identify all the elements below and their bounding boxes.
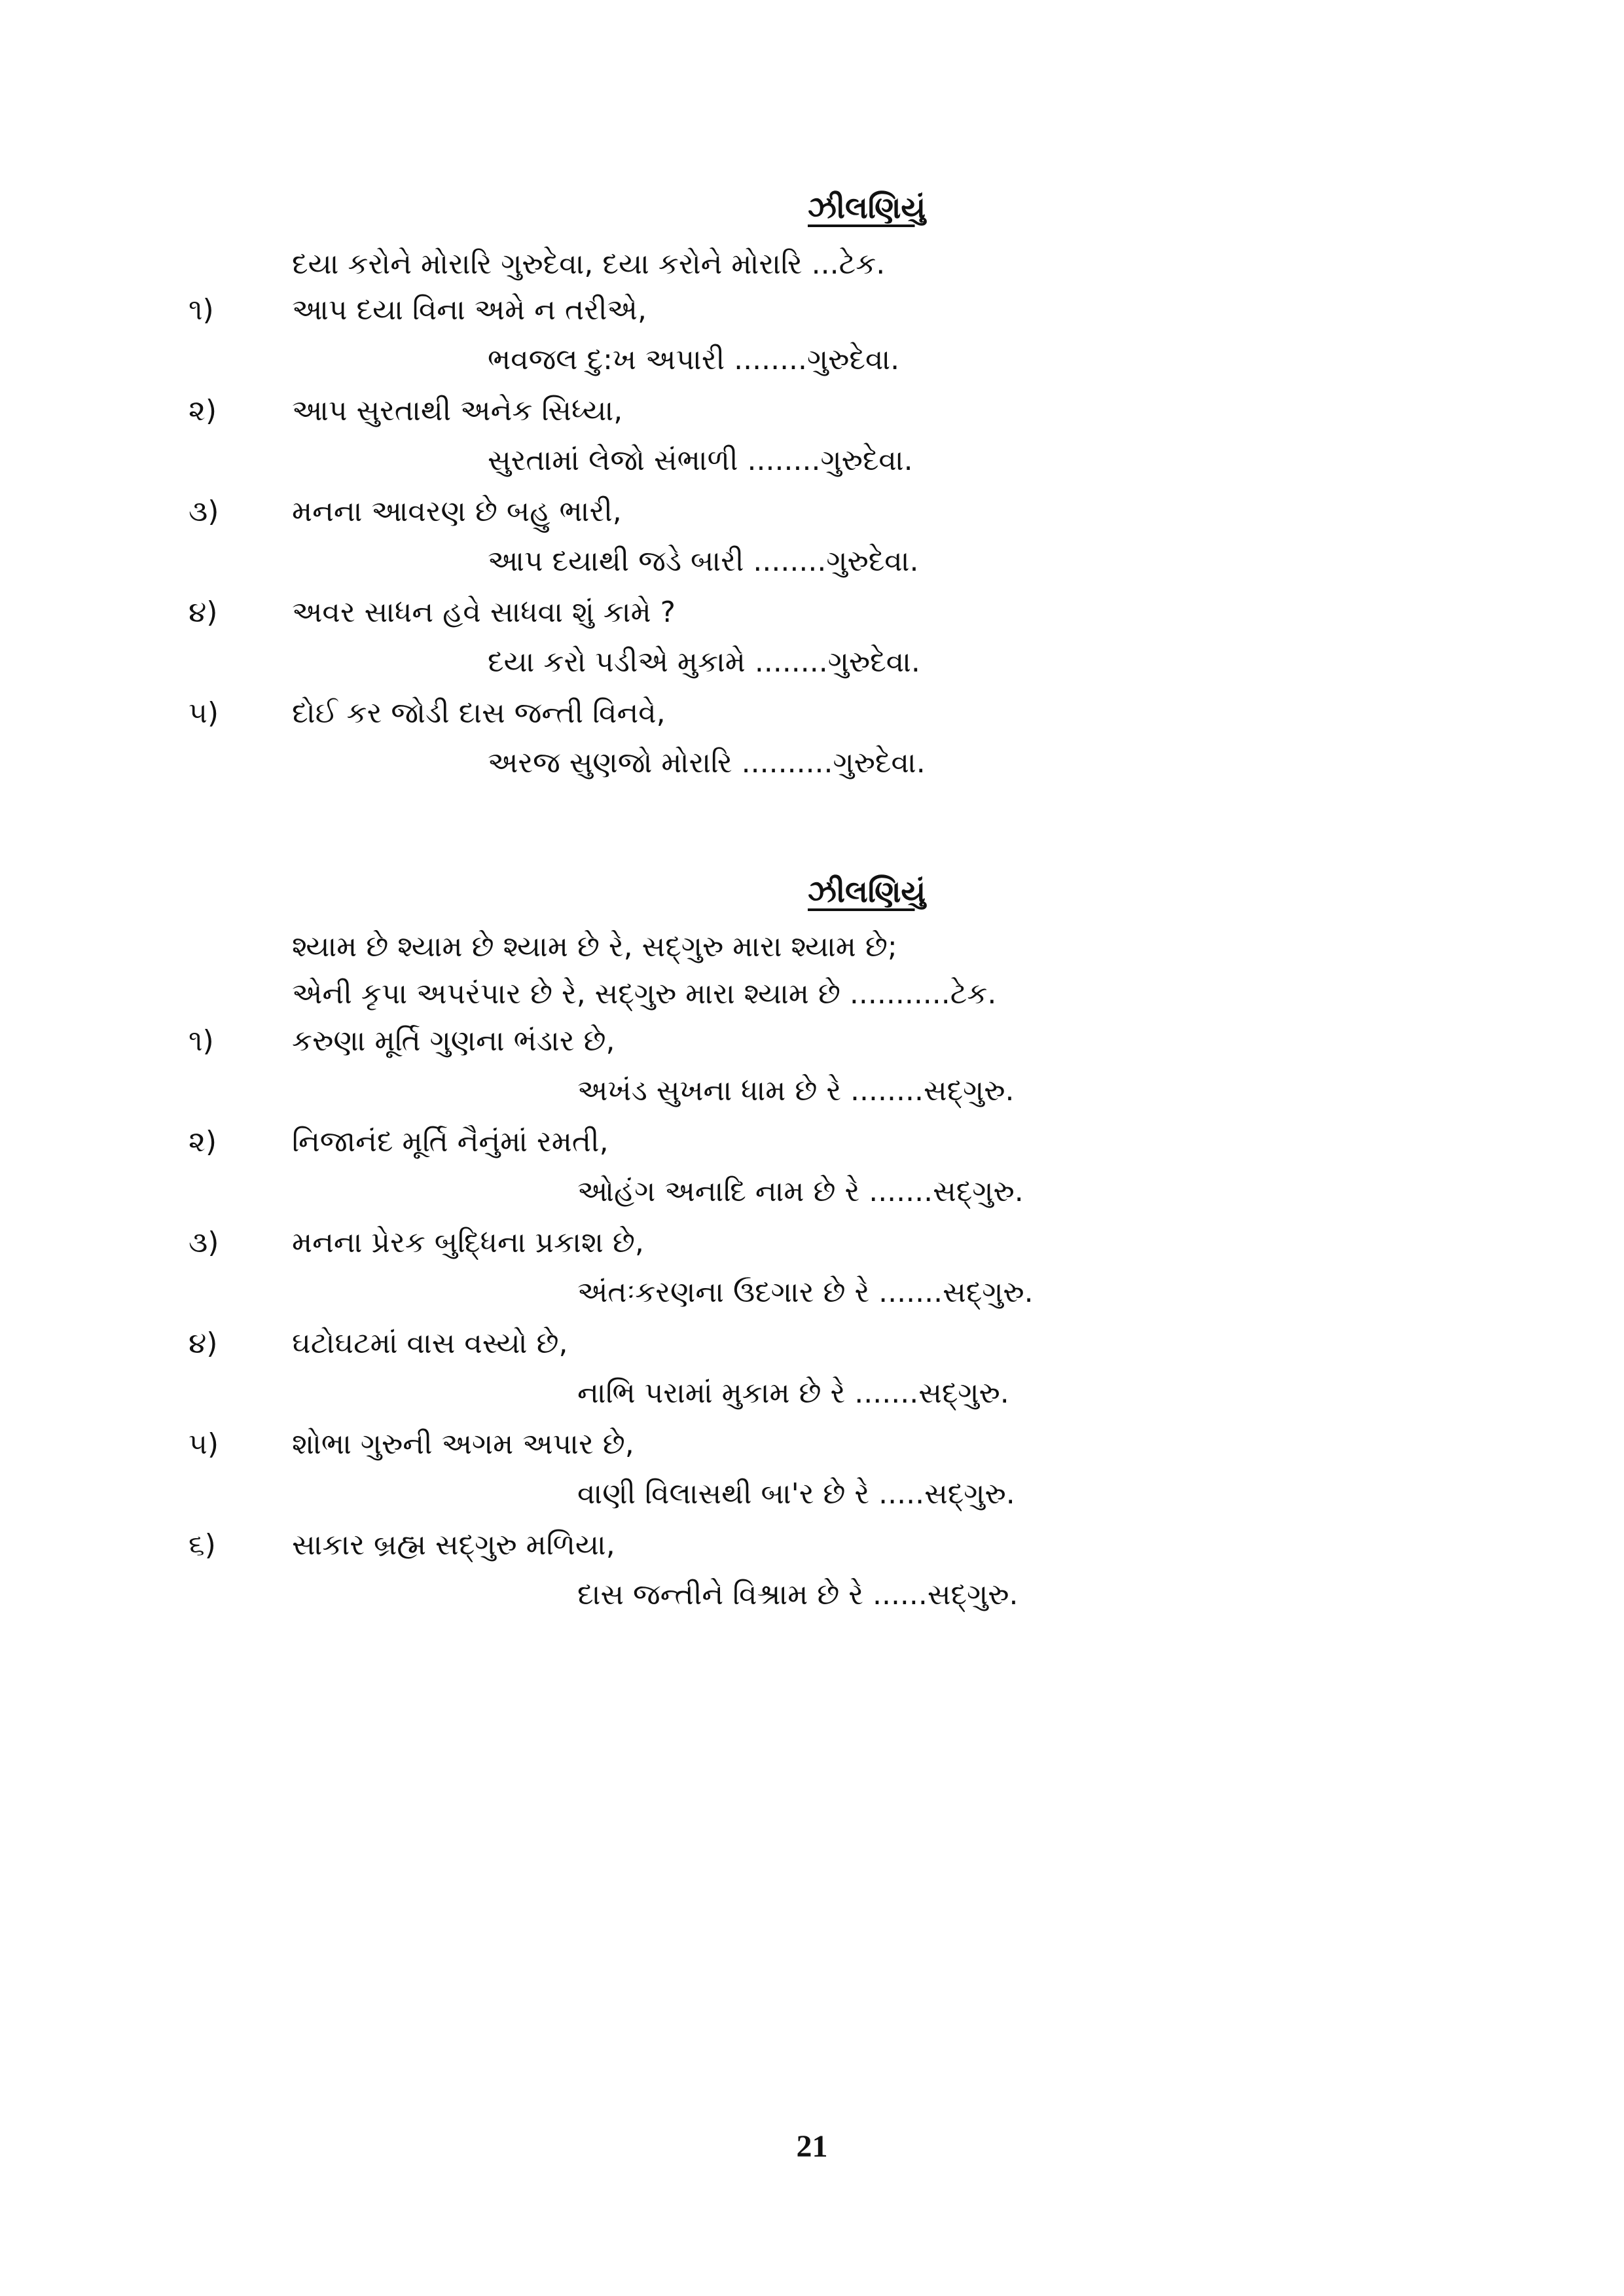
verse-line-1: મનના પ્રેરક બુદ્ધિના પ્રકાશ છે, (292, 1226, 644, 1259)
verse-number: ૪) (189, 596, 218, 629)
verse-line-2: અંતઃકરણના ઉદગાર છે રે .......સદ્‌ગુરુ. (577, 1276, 1034, 1309)
verse-line-2: નાભિ પરામાં મુકામ છે રે .......સદ્‌ગુરુ. (577, 1376, 1009, 1410)
verse-line-1: આપ સુરતાથી અનેક સિધ્યા, (292, 394, 623, 427)
verse-number: ૧) (189, 1024, 214, 1058)
verse-line-1: સાકાર બ્રહ્મ સદ્‌ગુરુ મળિયા, (292, 1528, 615, 1562)
refrain-line: દયા કરોને મોરારિ ગુરુદેવા, દયા કરોને મોરારિ ...ટેક. (292, 247, 886, 281)
section-title: ઝીલણિયું (808, 190, 926, 225)
verse-line-2: દાસ જન્તીને વિશ્રામ છે રે ......સદ્‌ગુરુ. (577, 1578, 1019, 1611)
verse-line-1: મનના આવરણ છે બહુ ભારી, (292, 495, 622, 528)
verse-number: ૩) (189, 1226, 219, 1259)
verse-number: ૪) (189, 1327, 218, 1360)
verse-number: ૩) (189, 495, 219, 528)
verse-line-2: સુરતામાં લેજો સંભાળી ........ગુરુદેવા. (488, 444, 913, 477)
verse-line-1: ઘટોઘટમાં વાસ વસ્યો છે, (292, 1327, 568, 1360)
verse-line-1: આપ દયા વિના અમે ન તરીએ, (292, 293, 647, 327)
verse-line-2: અરજ સુણજો મોરારિ ..........ગુરુદેવા. (488, 746, 926, 780)
verse-number: ૨) (189, 394, 217, 427)
verse-line-2: વાણી વિલાસથી બા'ર છે રે .....સદ્‌ગુરુ. (577, 1477, 1015, 1511)
verse-line-1: શોભા ગુરુની અગમ અપાર છે, (292, 1427, 634, 1461)
verse-line-1: દોઈ કર જોડી દાસ જન્તી વિનવે, (292, 696, 666, 730)
section-title: ઝીલણિયું (808, 874, 926, 909)
verse-line-1: કરુણા મૂર્તિ ગુણના ભંડાર છે, (292, 1024, 615, 1058)
verse-line-2: અખંડ સુખના ધામ છે રે ........સદ્‌ગુરુ. (577, 1074, 1015, 1107)
verse-number: ૨) (189, 1125, 217, 1158)
verse-number: ૧) (189, 293, 214, 327)
verse-number: ૫) (189, 696, 219, 730)
refrain-line: શ્યામ છે શ્યામ છે શ્યામ છે રે, સદ્‌ગુરુ મારા શ્યામ છે; (292, 930, 897, 963)
page-number: 21 (796, 2129, 828, 2164)
verse-line-1: અવર સાધન હવે સાધવા શું કામે ? (292, 596, 676, 629)
verse-line-1: નિજાનંદ મૂર્તિ નૈનુંમાં રમતી, (292, 1125, 609, 1158)
verse-line-2: દયા કરો પડીએ મુકામે ........ગુરુદેવા. (488, 645, 920, 679)
verse-line-2: ભવજલ દુ:ખ અપારી ........ગુરુદેવા. (488, 343, 900, 376)
verse-line-2: ઓહંગ અનાદિ નામ છે રે .......સદ્‌ગુરુ. (577, 1175, 1024, 1208)
verse-number: ૬) (189, 1528, 216, 1562)
verse-number: ૫) (189, 1427, 219, 1461)
refrain-line: એની કૃપા અપરંપાર છે રે, સદ્‌ગુરુ મારા શ્યામ છે ...........ટેક. (292, 977, 997, 1011)
verse-line-2: આપ દયાથી જડે બારી ........ગુરુદેવા. (488, 545, 919, 578)
